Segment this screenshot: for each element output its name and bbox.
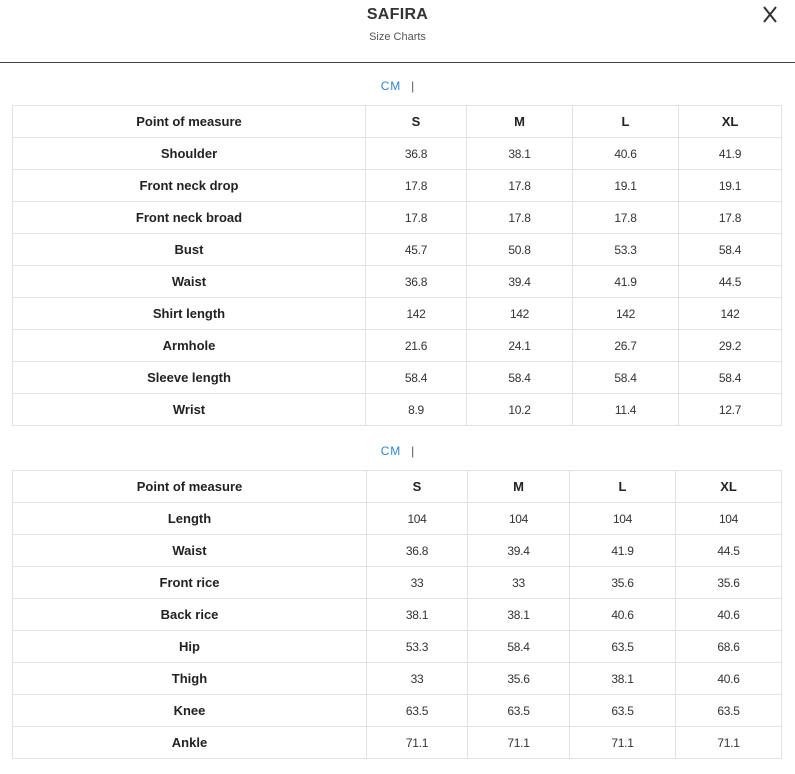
measure-value: 104 <box>468 503 570 535</box>
measure-label: Back rice <box>13 599 367 631</box>
measure-value: 53.3 <box>573 234 679 266</box>
measure-value: 19.1 <box>573 170 679 202</box>
measure-value: 58.4 <box>468 631 570 663</box>
measure-value: 36.8 <box>366 138 467 170</box>
unit-tab-cm[interactable]: CM <box>380 444 402 458</box>
measure-label: Shirt length <box>13 298 366 330</box>
measure-value: 104 <box>676 503 782 535</box>
measure-label: Bust <box>13 234 366 266</box>
table-row <box>13 234 782 266</box>
measure-value: 35.6 <box>676 567 782 599</box>
measure-value: 45.7 <box>366 234 467 266</box>
table-row <box>13 362 782 394</box>
measure-value: 63.5 <box>367 695 468 727</box>
close-icon <box>759 0 781 28</box>
measure-value: 58.4 <box>679 234 782 266</box>
column-header-point-of-measure: Point of measure <box>13 106 366 138</box>
measure-label: Front neck broad <box>13 202 366 234</box>
measure-value: 38.1 <box>468 599 570 631</box>
measure-value: 35.6 <box>570 567 676 599</box>
measure-label: Knee <box>13 695 367 727</box>
measure-value: 104 <box>570 503 676 535</box>
measure-value: 17.8 <box>366 170 467 202</box>
column-header-point-of-measure: Point of measure <box>13 471 367 503</box>
measure-label: Ankle <box>13 727 367 759</box>
measure-value: 36.8 <box>367 535 468 567</box>
measure-value: 24.1 <box>467 330 573 362</box>
measure-value: 63.5 <box>676 695 782 727</box>
table-row <box>13 503 782 535</box>
column-header-size: M <box>468 471 570 503</box>
measure-value: 40.6 <box>573 138 679 170</box>
measure-value: 44.5 <box>679 266 782 298</box>
measure-value: 26.7 <box>573 330 679 362</box>
measure-value: 53.3 <box>367 631 468 663</box>
unit-selector-bottom <box>0 444 795 458</box>
size-chart-table-bottom <box>12 470 782 759</box>
measure-label: Waist <box>13 535 367 567</box>
column-header-size: S <box>366 106 467 138</box>
measure-value: 142 <box>573 298 679 330</box>
column-header-size: S <box>367 471 468 503</box>
measure-value: 21.6 <box>366 330 467 362</box>
measure-value: 58.4 <box>366 362 467 394</box>
measure-value: 104 <box>367 503 468 535</box>
measure-value: 142 <box>366 298 467 330</box>
unit-tab-cm[interactable]: CM <box>380 79 402 93</box>
measure-value: 58.4 <box>573 362 679 394</box>
measure-value: 39.4 <box>468 535 570 567</box>
table-row <box>13 599 782 631</box>
measure-label: Waist <box>13 266 366 298</box>
measure-value: 41.9 <box>679 138 782 170</box>
table-row <box>13 170 782 202</box>
measure-value: 63.5 <box>468 695 570 727</box>
measure-label: Thigh <box>13 663 367 695</box>
measure-value: 29.2 <box>679 330 782 362</box>
measure-value: 17.8 <box>467 170 573 202</box>
measure-value: 40.6 <box>676 599 782 631</box>
measure-label: Hip <box>13 631 367 663</box>
close-button[interactable] <box>759 0 781 28</box>
measure-value: 17.8 <box>573 202 679 234</box>
measure-value: 142 <box>467 298 573 330</box>
measure-label: Front rice <box>13 567 367 599</box>
table-header-row <box>13 471 782 503</box>
measure-value: 17.8 <box>366 202 467 234</box>
page-subtitle: Size Charts <box>369 31 426 43</box>
measure-value: 58.4 <box>467 362 573 394</box>
measure-value: 38.1 <box>570 663 676 695</box>
measure-label: Sleeve length <box>13 362 366 394</box>
measure-value: 38.1 <box>467 138 573 170</box>
measure-value: 38.1 <box>367 599 468 631</box>
measure-value: 17.8 <box>467 202 573 234</box>
table-row <box>13 394 782 426</box>
measure-value: 40.6 <box>570 599 676 631</box>
measure-value: 71.1 <box>676 727 782 759</box>
table-row <box>13 567 782 599</box>
unit-selector-top <box>0 79 795 93</box>
column-header-size: XL <box>679 106 782 138</box>
size-chart-table-top <box>12 105 782 426</box>
measure-value: 142 <box>679 298 782 330</box>
measure-value: 10.2 <box>467 394 573 426</box>
measure-value: 17.8 <box>679 202 782 234</box>
table-row <box>13 727 782 759</box>
measure-value: 41.9 <box>570 535 676 567</box>
measure-value: 63.5 <box>570 695 676 727</box>
table-row <box>13 202 782 234</box>
measure-value: 8.9 <box>366 394 467 426</box>
measure-value: 33 <box>367 567 468 599</box>
table-row <box>13 266 782 298</box>
measure-value: 40.6 <box>676 663 782 695</box>
measure-value: 39.4 <box>467 266 573 298</box>
table-row <box>13 535 782 567</box>
measure-value: 71.1 <box>468 727 570 759</box>
page-title: SAFIRA <box>366 6 429 23</box>
table-row <box>13 631 782 663</box>
column-header-size: L <box>573 106 679 138</box>
measure-label: Length <box>13 503 367 535</box>
measure-value: 50.8 <box>467 234 573 266</box>
column-header-size: L <box>570 471 676 503</box>
measure-value: 35.6 <box>468 663 570 695</box>
table-row <box>13 663 782 695</box>
measure-label: Front neck drop <box>13 170 366 202</box>
table-header-row <box>13 106 782 138</box>
measure-value: 41.9 <box>573 266 679 298</box>
measure-value: 63.5 <box>570 631 676 663</box>
measure-label: Armhole <box>13 330 366 362</box>
measure-value: 44.5 <box>676 535 782 567</box>
unit-separator: | <box>411 444 415 458</box>
table-row <box>13 138 782 170</box>
measure-value: 58.4 <box>679 362 782 394</box>
unit-separator: | <box>411 79 415 93</box>
measure-value: 12.7 <box>679 394 782 426</box>
column-header-size: M <box>467 106 573 138</box>
table-row <box>13 330 782 362</box>
measure-value: 36.8 <box>366 266 467 298</box>
measure-value: 11.4 <box>573 394 679 426</box>
measure-value: 19.1 <box>679 170 782 202</box>
measure-label: Wrist <box>13 394 366 426</box>
table-row <box>13 298 782 330</box>
table-row <box>13 695 782 727</box>
measure-value: 68.6 <box>676 631 782 663</box>
column-header-size: XL <box>676 471 782 503</box>
measure-value: 33 <box>468 567 570 599</box>
modal-header <box>0 0 795 63</box>
measure-label: Shoulder <box>13 138 366 170</box>
measure-value: 71.1 <box>367 727 468 759</box>
measure-value: 71.1 <box>570 727 676 759</box>
measure-value: 33 <box>367 663 468 695</box>
